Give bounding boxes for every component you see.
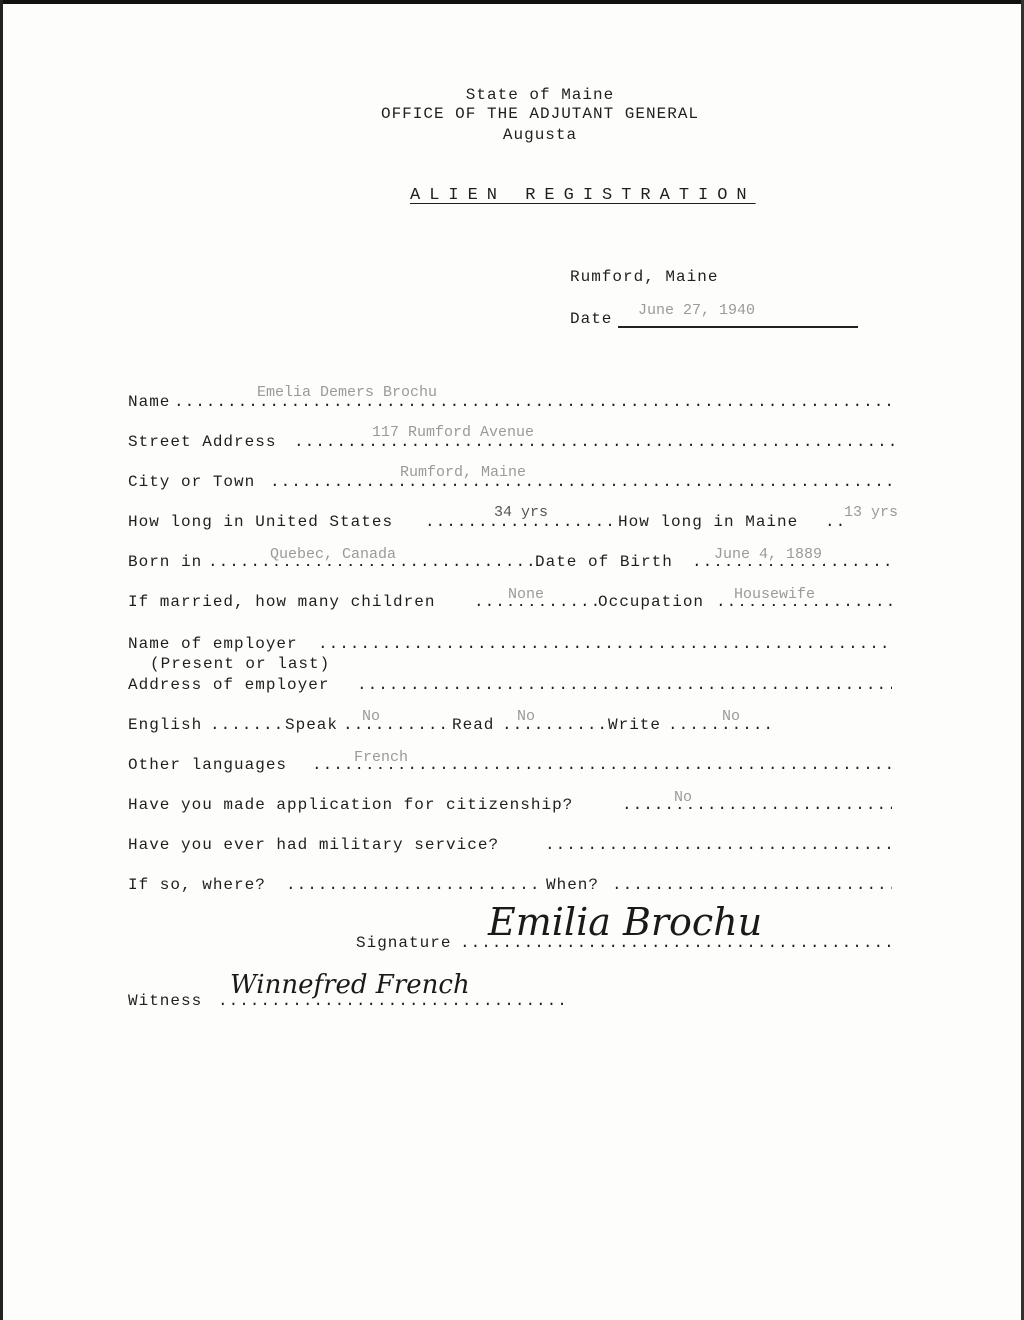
when-dots — [612, 876, 892, 896]
read-label: Read — [452, 716, 495, 734]
street-label: Street Address — [128, 433, 277, 451]
date-label: Date — [570, 310, 613, 328]
citizenship-label: Have you made application for citizenship? — [128, 796, 574, 814]
employer-dots — [318, 635, 892, 655]
where-label: If so, where? — [128, 876, 266, 894]
children-value: None — [508, 586, 545, 603]
street-value: 117 Rumford Avenue — [372, 424, 535, 441]
city-label: City or Town — [128, 473, 256, 491]
name-value: Emelia Demers Brochu — [257, 384, 438, 401]
english-dots-1 — [210, 716, 280, 736]
write-label: Write — [608, 716, 662, 734]
employer-address-dots — [357, 676, 892, 696]
read-value: No — [517, 708, 536, 725]
speak-label: Speak — [285, 716, 339, 734]
signature-handwriting: Emilia Brochu — [482, 900, 768, 944]
employer-label: Name of employer — [128, 635, 298, 653]
dob-value: June 4, 1889 — [714, 546, 823, 563]
signature-label: Signature — [356, 934, 452, 952]
us-years-value: 34 yrs — [494, 504, 549, 521]
born-label: Born in — [128, 553, 203, 571]
born-value: Quebec, Canada — [270, 546, 397, 563]
military-label: Have you ever had military service? — [128, 836, 500, 854]
scan-border-left — [0, 0, 3, 1320]
speak-value: No — [362, 708, 381, 725]
name-label: Name — [128, 393, 171, 411]
languages-value: French — [354, 749, 409, 766]
occupation-label: Occupation — [598, 593, 705, 611]
city-dots — [270, 473, 892, 493]
citizenship-dots — [622, 796, 892, 816]
header-office: OFFICE OF THE ADJUTANT GENERAL — [380, 105, 700, 123]
speak-dots — [343, 716, 449, 736]
form-title: ALIEN REGISTRATION — [410, 186, 756, 205]
occupation-value: Housewife — [734, 586, 816, 603]
children-label: If married, how many children — [128, 593, 436, 611]
us-years-label: How long in United States — [128, 513, 394, 531]
witness-label: Witness — [128, 992, 203, 1010]
date-underline — [618, 326, 858, 328]
employer-address-label: Address of employer — [128, 676, 330, 694]
date-value: June 27, 1940 — [638, 302, 756, 319]
employer-sublabel: (Present or last) — [150, 655, 331, 673]
english-label: English — [128, 716, 203, 734]
header-city: Augusta — [502, 126, 578, 144]
scan-border-top — [0, 0, 1024, 4]
place-text: Rumford, Maine — [570, 268, 719, 286]
city-value: Rumford, Maine — [400, 464, 527, 481]
witness-handwriting: Winnefred French — [226, 970, 474, 1000]
languages-label: Other languages — [128, 756, 288, 774]
where-dots — [286, 876, 544, 896]
write-value: No — [722, 708, 741, 725]
military-dots — [545, 836, 892, 856]
citizenship-value: No — [674, 789, 693, 806]
write-dots — [668, 716, 770, 736]
maine-years-value: 13 yrs — [844, 504, 899, 521]
when-label: When? — [546, 876, 600, 894]
dob-label: Date of Birth — [535, 553, 673, 571]
maine-years-label: How long in Maine — [618, 513, 799, 531]
header-state: State of Maine — [465, 86, 615, 104]
